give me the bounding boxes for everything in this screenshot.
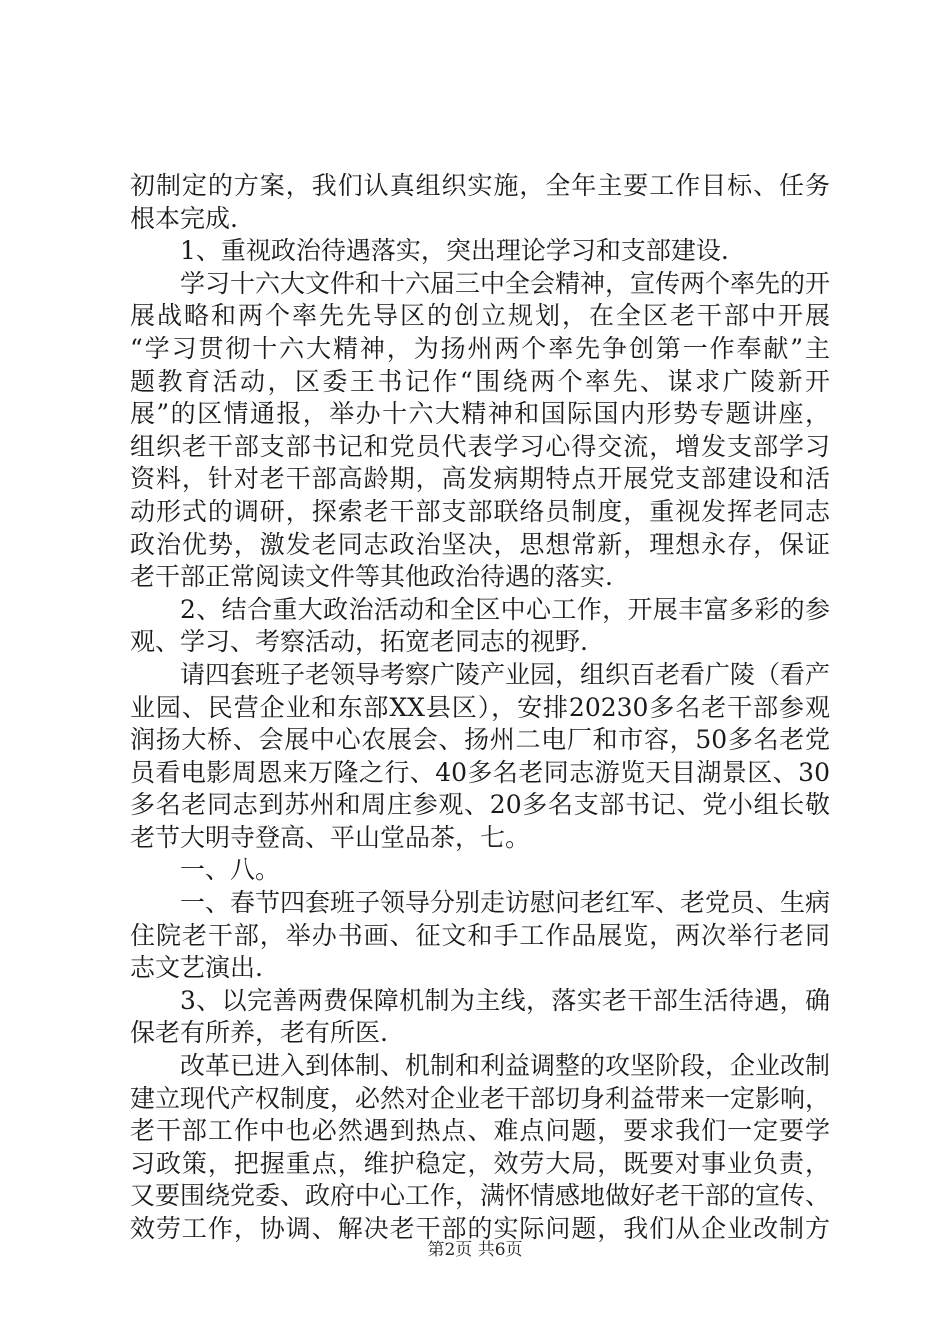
paragraph-continuation <box>130 170 830 235</box>
text-line: 改革已进入到体制、机制和利益调整的攻坚阶段，企业改制 <box>180 1051 831 1081</box>
text-line: 观、学习、考察活动，拓宽老同志的视野. <box>130 627 588 657</box>
page-number-footer: 第2页 共6页 <box>427 1240 523 1260</box>
text-line: “学习贯彻十六大精神，为扬州两个率先争创第一作奉献”主 <box>130 333 830 363</box>
text-line: 建立现代产权制度，必然对企业老干部切身利益带来一定影响， <box>130 1083 831 1113</box>
text-line: 多名老同志到苏州和周庄参观、20多名支部书记、党小组长敬 <box>130 790 830 820</box>
text-line: 动形式的调研，探索老干部支部联络员制度，重视发挥老同志 <box>130 496 830 526</box>
text-line: 一、八。 <box>180 855 281 885</box>
text-line: 业园、民营企业和东部XX县区），安排20230多名老干部参观 <box>130 692 830 722</box>
text-line: 2、结合重大政治活动和全区中心工作，开展丰富多彩的参 <box>180 594 830 624</box>
text-line: 展”的区情通报，举办十六大精神和国际国内形势专题讲座， <box>130 399 830 429</box>
text-line: 老干部工作中也必然遇到热点、难点问题，要求我们一定要学 <box>130 1116 830 1146</box>
text-line: 效劳工作，协调、解决老干部的实际问题，我们从企业改制方 <box>130 1214 830 1243</box>
document-body <box>130 170 830 1246</box>
text-line: 政治优势，激发老同志政治坚决，思想常新，理想永存，保证 <box>130 529 830 559</box>
text-line: 润扬大桥、会展中心农展会、扬州二电厂和市容，50多名老党 <box>130 725 830 755</box>
text-line: 资料，针对老干部高龄期，高发病期特点开展党支部建设和活 <box>130 464 830 494</box>
text-line: 老节大明寺登高、平山堂品茶，七。 <box>130 822 531 852</box>
text-line: 1、重视政治待遇落实，突出理论学习和支部建设. <box>180 236 729 266</box>
section-heading-2 <box>130 594 830 659</box>
paragraph-spring-festival <box>130 887 830 985</box>
text-line: 组织老干部支部书记和党员代表学习心得交流，增发支部学习 <box>130 431 830 461</box>
text-line: 保老有所养，老有所医. <box>130 1018 388 1048</box>
section-heading-1 <box>130 235 830 268</box>
text-line: 又要围绕党委、政府中心工作，满怀情感地做好老干部的宣传、 <box>130 1181 831 1211</box>
section-heading-3 <box>130 985 830 1050</box>
paragraph-study <box>130 268 830 594</box>
text-line: 一、春节四套班子领导分别走访慰问老红军、老党员、生病 <box>180 888 831 918</box>
text-line: 员看电影周恩来万隆之行、40多名老同志游览天目湖景区、30 <box>130 757 830 787</box>
paragraph-reform <box>130 1050 830 1246</box>
text-line: 习政策，把握重点，维护稳定，效劳大局，既要对事业负责， <box>130 1148 830 1178</box>
text-line: 志文艺演出. <box>130 953 263 983</box>
paragraph-visits <box>130 659 830 855</box>
text-line: 展战略和两个率先先导区的创立规划，在全区老干部中开展 <box>130 301 830 331</box>
text-line: 住院老干部，举办书画、征文和手工作品展览，两次举行老同 <box>130 920 830 950</box>
text-line: 初制定的方案，我们认真组织实施，全年主要工作目标、任务 <box>130 171 830 200</box>
text-line: 题教育活动，区委王书记作“围绕两个率先、谋求广陵新开 <box>130 366 830 396</box>
text-line: 老干部正常阅读文件等其他政治待遇的落实. <box>130 562 613 592</box>
text-line: 3、以完善两费保障机制为主线，落实老干部生活待遇，确 <box>180 985 830 1015</box>
paragraph-short <box>130 854 830 887</box>
text-line: 学习十六大文件和十六届三中全会精神，宣传两个率先的开 <box>180 268 831 298</box>
text-line: 请四套班子老领导考察广陵产业园，组织百老看广陵（看产 <box>180 659 831 689</box>
text-line: 根本完成. <box>130 203 238 233</box>
